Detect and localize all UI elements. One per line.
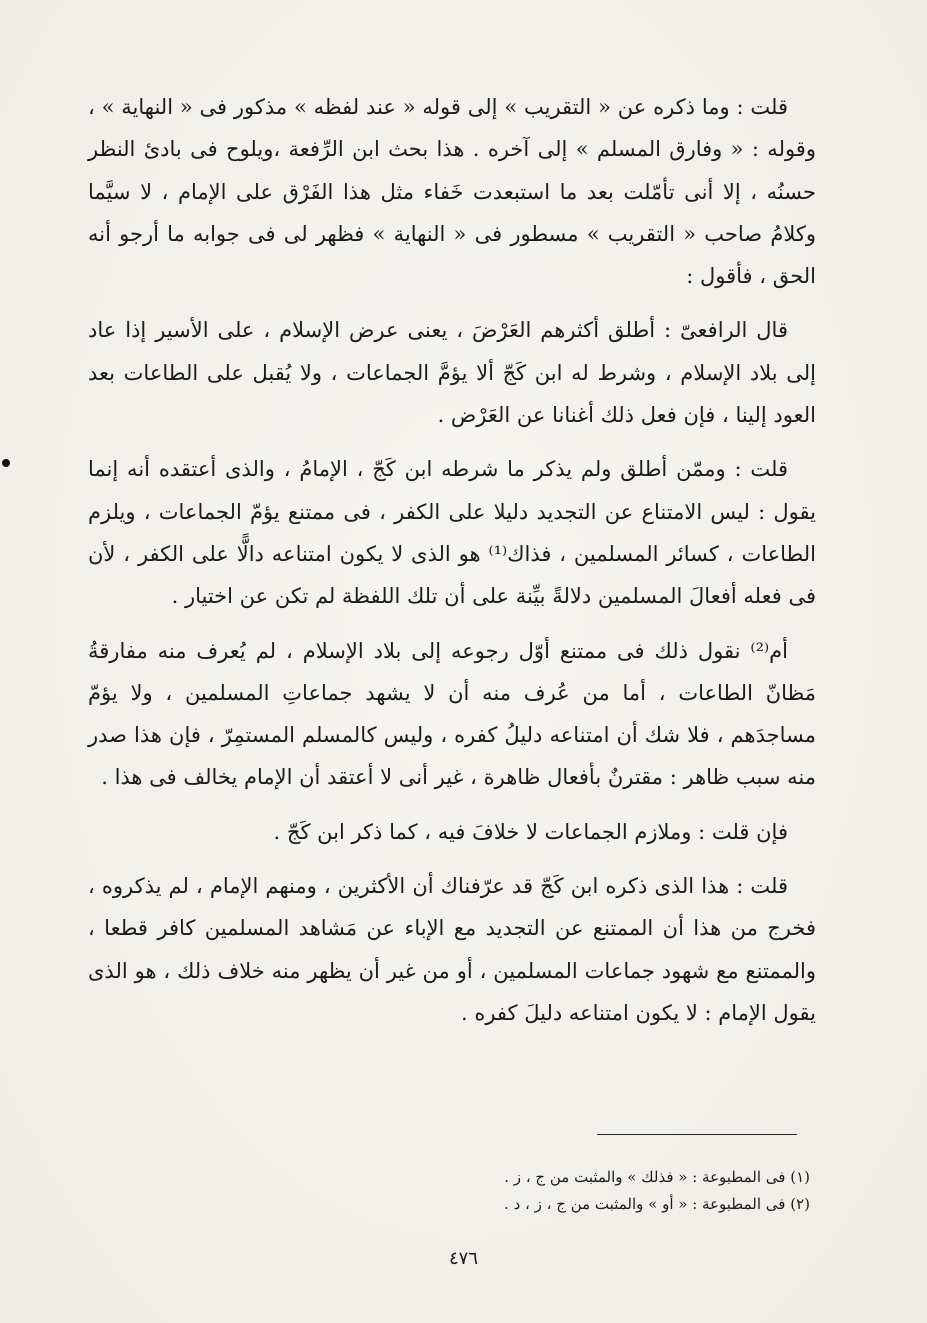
paragraph-1: قلت : وما ذكره عن « التقريب » إلى قوله « عند لفظه » مذكور فى « النهاية » ، وقوله : « وفارق المسلم » إلى آخره . هذا بحث ابن الرِّفعة ،ويلوح فى بادئ النظر حسنُه ، إلا أنى تأمّلت بعد ما استبعدت خَفاء مثل هذا الفَرْق على الإمام ، لا سيَّما وكلامُ صاحب « التقريب » مسطور فى « النهاية » فظهر لى فى جوابه ما أرجو أنه الحق ، فأقول :	[88, 95, 816, 289]
paragraph-6: قلت : هذا الذى ذكره ابن كَجّ قد عرّفناك أن الأكثرين ، ومنهم الإمام ، لم يذكروه ، فخرج من هذا أن الممتنع عن التجديد مع الإباء عن مَشاهد المسلمين كافر قطعا ، والممتنع مع شهود جماعات المسلمين ، أو من غير أن يظهر منه خلاف ذلك ، هو الذى يقول الإمام : لا يكون امتناعه دليلَ كفره .	[88, 874, 816, 1025]
page-number: ٤٧٦	[448, 1248, 478, 1269]
footnote-divider	[597, 1134, 797, 1135]
paragraph-4: أم⁽²⁾ نقول ذلك فى ممتنع أوّل رجوعه إلى بلاد الإسلام ، لم يُعرف منه مفارقةُ مَظانّ الطاعات ، أما من عُرف منه أن لا يشهد جماعاتِ المسلمين ، ولا يؤمّ مساجدَهم ، فلا شك أن امتناعه دليلُ كفره ، وليس كالمسلم المستمِرّ ، فإن هذا صدر منه سبب ظاهر : مقترنٌ بأفعال ظاهرة ، غير أنى لا أعتقد أن الإمام يخالف فى هذا .	[88, 638, 816, 790]
footnotes	[360, 1164, 810, 1218]
main-text	[88, 86, 816, 1034]
paragraph-2: قال الرافعىّ : أطلق أكثرهم العَرْضَ ، يعنى عرض الإسلام ، على الأسير إذا عاد إلى بلاد الإسلام ، وشرط له ابن كَجّ ألا يؤمَّ الجماعات ، ولا يُقبل على الطاعات بعد العود إلينا ، فإن فعل ذلك أغنانا عن العَرْض .	[88, 318, 816, 428]
paragraph-3: قلت : وممّن أطلق ولم يذكر ما شرطه ابن كَجّ ، الإمامُ ، والذى أعتقده أنه إنما يقول : ليس الامتناع عن التجديد دليلا على الكفر ، فى ممتنع يؤمّ الجماعات ، ويلزم الطاعات ، كسائر المسلمين ، فذاك⁽¹⁾ هو الذى لا يكون امتناعه دالًّا على الكفر ، لأن فى فعله أفعالَ المسلمين دلالةً بيِّنة على أن تلك اللفظة لم تكن عن اختيار .	[88, 457, 817, 609]
footnote-1: (١) فى المطبوعة : « فذلك » والمثبت من ج ، ز .	[504, 1168, 810, 1186]
paragraph-5: فإن قلت : وملازم الجماعات لا خلافَ فيه ، كما ذكر ابن كَجّ .	[273, 819, 788, 844]
scan-edge-mark	[2, 459, 10, 467]
footnote-2: (٢) فى المطبوعة : « أو » والمثبت من ج ، ز ، د .	[504, 1195, 810, 1213]
